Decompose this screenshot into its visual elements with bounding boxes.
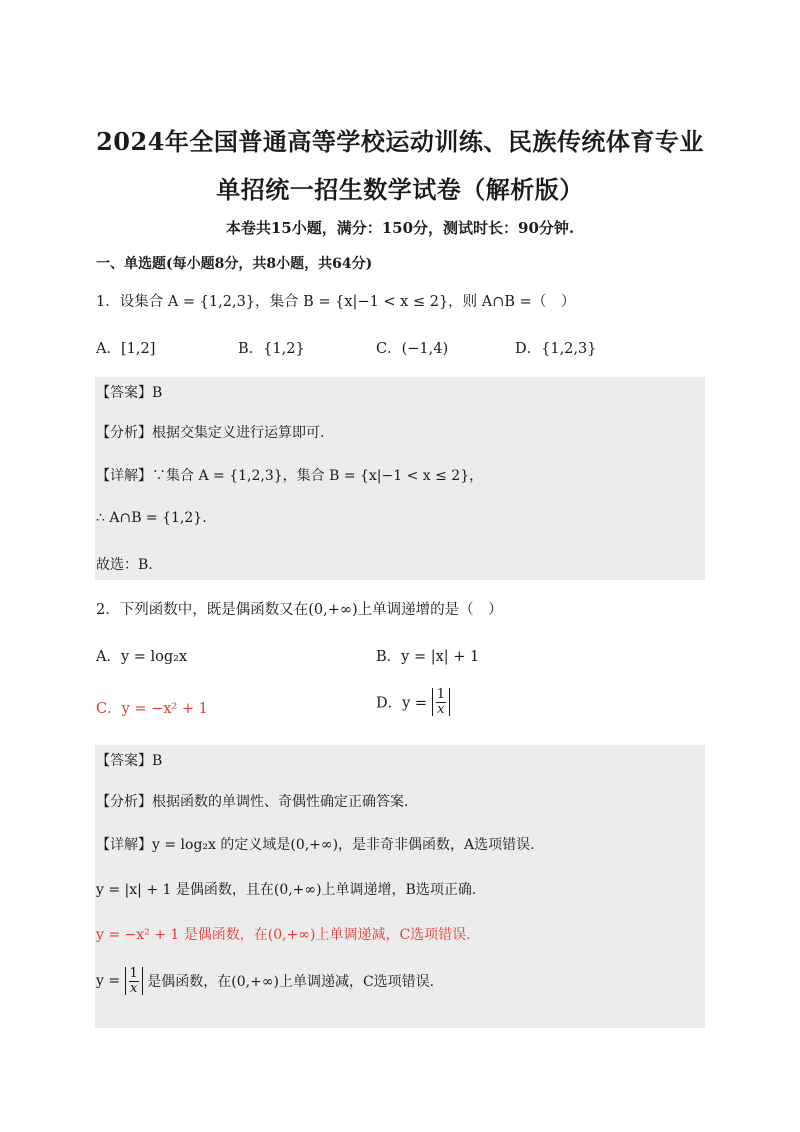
q1-option-b: B．{1,2}	[238, 341, 305, 357]
q1-answer: 【答案】B	[96, 385, 163, 401]
q2-option-d-fraction	[432, 688, 450, 716]
q1-option-d: D．{1,2,3}	[515, 341, 597, 357]
q2-detail-3: y = −x² + 1 是偶函数，在(0,+∞)上单调递减，C选项错误.	[96, 927, 471, 943]
q1-option-c: C．(−1,4)	[376, 341, 449, 357]
q2-detail-4	[96, 967, 434, 995]
q1-detail-3: 故选：B.	[96, 557, 153, 573]
q1-analysis: 【分析】根据交集定义进行运算即可.	[96, 425, 325, 441]
fraction-numerator: 1	[436, 687, 445, 702]
fraction-numerator: 1	[129, 966, 138, 981]
q2-analysis: 【分析】根据函数的单调性、奇偶性确定正确答案.	[96, 794, 409, 810]
question-1-stem: 1．设集合 A = {1,2,3}，集合 B = {x|−1 < x ≤ 2}，则 A∩B =（ ）	[96, 294, 576, 310]
title-line-1: 2024年全国普通高等学校运动训练、民族传统体育专业	[96, 127, 704, 156]
q2-option-d	[376, 688, 450, 716]
fraction-denominator: x	[130, 980, 138, 996]
q2-answer: 【答案】B	[96, 753, 163, 769]
q1-detail-1: 【详解】∵集合 A = {1,2,3}，集合 B = {x|−1 < x ≤ 2}，	[96, 468, 484, 484]
q1-answer-box	[95, 377, 705, 580]
q2-detail-4-suffix: 是偶函数，在(0,+∞)上单调递减，C选项错误.	[147, 974, 435, 991]
q2-answer-box	[95, 745, 705, 1028]
q2-option-d-prefix: D．y =	[376, 695, 428, 712]
q2-detail-4-fraction	[125, 967, 143, 995]
section-heading: 一、单选题(每小题8分，共8小题，共64分)	[96, 256, 373, 272]
q2-option-c-text: C．y = −x² + 1	[96, 701, 208, 717]
question-2-stem: 2．下列函数中，既是偶函数又在(0,+∞)上单调递增的是（ ）	[96, 602, 503, 618]
q2-detail-1: 【详解】y = log₂x 的定义域是(0,+∞)，是非奇非偶函数，A选项错误.	[96, 837, 535, 853]
q2-detail-2: y = |x| + 1 是偶函数，且在(0,+∞)上单调递增，B选项正确.	[96, 882, 477, 898]
q1-detail-2: ∴ A∩B = {1,2}.	[96, 510, 207, 526]
title-line-2: 单招统一招生数学试卷（解析版）	[216, 175, 584, 204]
q2-option-a: A．y = log₂x	[96, 649, 188, 665]
exam-info: 本卷共15小题，满分：150分，测试时长：90分钟.	[225, 219, 575, 237]
q1-option-a: A．[1,2]	[96, 341, 156, 357]
q2-option-b: B．y = |x| + 1	[376, 649, 480, 665]
q2-option-c	[96, 697, 208, 718]
q2-detail-4-prefix: y =	[96, 973, 121, 990]
fraction-denominator: x	[437, 701, 445, 717]
